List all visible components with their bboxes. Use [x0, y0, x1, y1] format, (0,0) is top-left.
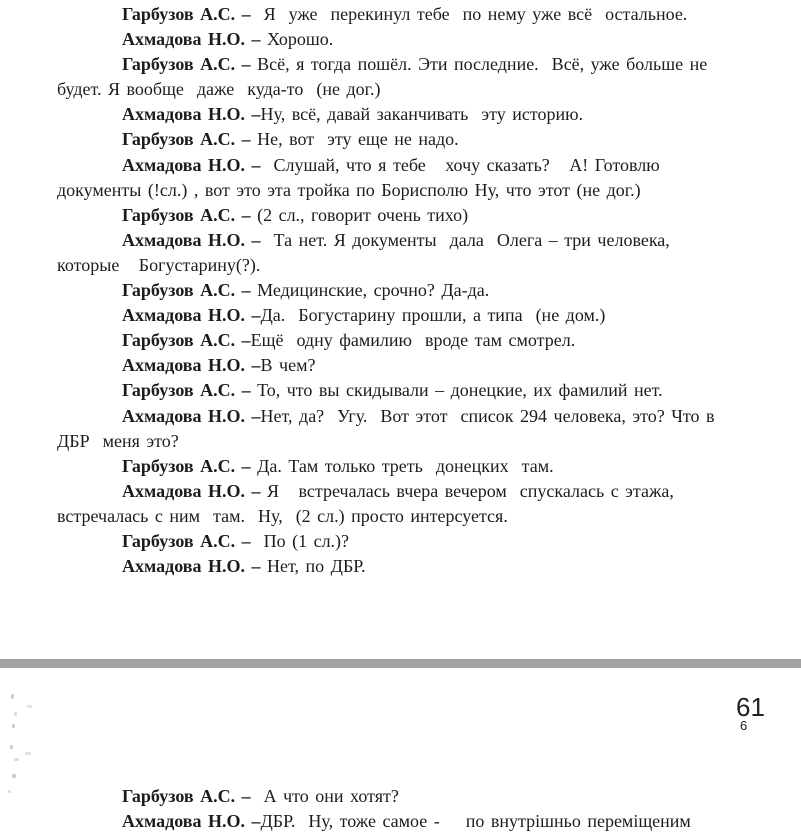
utterance-text: которые Богустарину(?). [57, 254, 261, 275]
utterance-text: В чем? [260, 355, 316, 376]
utterance-text: Ещё одну фамилию вроде там смотрел. [250, 330, 576, 351]
speaker-name: Гарбузов А.С. – [122, 54, 251, 75]
utterance-text: Да. Там только треть донецких там. [250, 455, 554, 476]
utterance-text: Я уже перекинул тебе по нему уже всё остальное. [250, 4, 688, 24]
scan-speckle [12, 724, 15, 728]
speaker-name: Гарбузов А.С. – [122, 530, 251, 551]
transcript-line [0, 203, 801, 228]
utterance-text: Я встречалась вчера вечером спускалась с этажа, [260, 480, 674, 501]
page-number: 61 [736, 692, 765, 722]
transcript-line [0, 127, 801, 152]
transcript-page-1 [0, 2, 801, 579]
transcript-line [0, 303, 801, 328]
transcript-line [0, 784, 801, 809]
speaker-name: Ахмадова Н.О. – [122, 104, 261, 125]
speaker-name: Гарбузов А.С. – [122, 455, 251, 476]
speaker-name: Ахмадова Н.О. – [122, 811, 261, 832]
utterance-text: То, что вы скидывали – донецкие, их фамилий нет. [250, 380, 663, 401]
scan-speckle [27, 705, 32, 708]
utterance-text: По (1 сл.)? [250, 530, 350, 551]
speaker-name: Ахмадова Н.О. – [122, 405, 261, 426]
transcript-line [0, 278, 801, 303]
transcript-line [0, 809, 801, 834]
transcript-line [0, 102, 801, 127]
transcript-page-2 [0, 784, 801, 834]
transcript-line [0, 529, 801, 554]
speaker-name: Гарбузов А.С. – [122, 380, 251, 401]
utterance-text: будет. Я вообще даже куда-то (не дог.) [57, 79, 381, 100]
utterance-text: ДБР меня это? [57, 430, 179, 451]
utterance-text: Медицинские, срочно? Да-да. [250, 280, 490, 301]
utterance-text: встречалась с ним там. Ну, (2 сл.) просто интерсуется. [57, 505, 508, 526]
utterance-text: Хорошо. [260, 29, 334, 50]
scan-speckle [14, 758, 19, 761]
speaker-name: Гарбузов А.С. – [122, 786, 251, 806]
utterance-text: Нет, по ДБР. [260, 556, 366, 577]
utterance-text: Нет, да? Угу. Вот этот список 294 человека, это? Что в [260, 405, 715, 426]
utterance-text: ДБР. Ну, тоже самое - по внутрішньо переміщеним [260, 811, 691, 832]
scan-speckle [11, 694, 14, 699]
page-number-secondary: 6 [740, 718, 748, 733]
speaker-name: Ахмадова Н.О. – [122, 305, 261, 326]
utterance-text: Не, вот эту еще не надо. [250, 129, 459, 150]
utterance-text: Всё, я тогда пошёл. Эти последние. Всё, уже больше не [250, 54, 708, 75]
transcript-line [0, 328, 801, 353]
speaker-name: Гарбузов А.С. – [122, 129, 251, 150]
transcript-line [0, 429, 801, 454]
transcript-line [0, 554, 801, 579]
scan-speckle [10, 745, 13, 749]
transcript-line [0, 454, 801, 479]
utterance-text: Ну, всё, давай заканчивать эту историю. [260, 104, 584, 125]
scan-speckle [12, 774, 16, 778]
utterance-text: Слушай, что я тебе хочу сказать? А! Готовлю [260, 154, 660, 175]
utterance-text: А что они хотят? [250, 786, 399, 806]
speaker-name: Гарбузов А.С. – [122, 280, 251, 301]
speaker-name: Гарбузов А.С. – [122, 330, 251, 351]
scan-speckle [14, 712, 17, 716]
scan-speckle [25, 752, 31, 755]
transcript-line [0, 253, 801, 278]
transcript-line [0, 404, 801, 429]
speaker-name: Гарбузов А.С. – [122, 4, 251, 24]
speaker-name: Ахмадова Н.О. – [122, 480, 261, 501]
utterance-text: документы (!сл.) , вот это эта тройка по Борисполю Ну, что этот (не дог.) [57, 179, 641, 200]
transcript-line [0, 228, 801, 253]
transcript-line [0, 2, 801, 27]
transcript-line [0, 178, 801, 203]
speaker-name: Ахмадова Н.О. – [122, 154, 261, 175]
utterance-text: (2 сл., говорит очень тихо) [250, 204, 469, 225]
transcript-line [0, 479, 801, 504]
utterance-text: Та нет. Я документы дала Олега – три человека, [260, 229, 670, 250]
transcript-line [0, 353, 801, 378]
speaker-name: Ахмадова Н.О. – [122, 355, 261, 376]
transcript-line [0, 27, 801, 52]
transcript-line [0, 77, 801, 102]
speaker-name: Ахмадова Н.О. – [122, 229, 261, 250]
transcript-line [0, 52, 801, 77]
transcript-line [0, 153, 801, 178]
page-separator-bar [0, 659, 801, 668]
transcript-line [0, 378, 801, 403]
speaker-name: Ахмадова Н.О. – [122, 29, 261, 50]
speaker-name: Ахмадова Н.О. – [122, 556, 261, 577]
utterance-text: Да. Богустарину прошли, а типа (не дом.) [260, 305, 606, 326]
speaker-name: Гарбузов А.С. – [122, 204, 251, 225]
transcript-line [0, 504, 801, 529]
